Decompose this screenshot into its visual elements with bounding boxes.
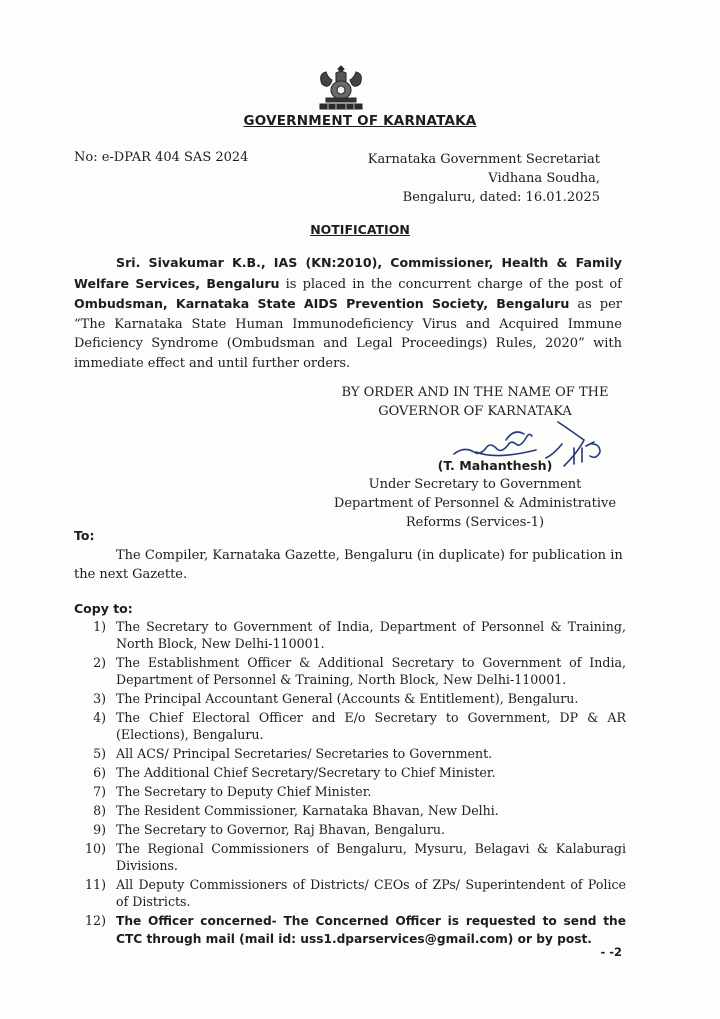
list-item <box>74 618 626 652</box>
list-item <box>74 802 626 819</box>
notification-title: NOTIFICATION <box>310 222 410 237</box>
list-number: 5) <box>93 746 106 761</box>
list-item <box>74 764 626 781</box>
office-address <box>368 150 600 207</box>
list-text: All ACS/ Principal Secretaries/ Secretaries to Government. <box>116 746 493 761</box>
list-item <box>74 876 626 910</box>
list-number: 4) <box>93 710 106 725</box>
list-item <box>74 840 626 874</box>
list-item <box>74 745 626 762</box>
page-continuation: - -2 <box>600 945 622 959</box>
to-label: To: <box>74 528 95 543</box>
list-text: The Chief Electoral Officer and E/o Secretary to Government, DP & AR (Elections), Bengaluru. <box>116 710 626 742</box>
body-text: is placed in the concurrent charge of the post of <box>279 276 622 292</box>
list-number: 12) <box>85 913 106 928</box>
list-item <box>74 783 626 800</box>
list-number: 7) <box>93 784 106 799</box>
reference-number: No: e-DPAR 404 SAS 2024 <box>74 150 249 165</box>
copy-to-list <box>74 618 626 950</box>
order-line: GOVERNOR OF KARNATAKA <box>378 404 572 419</box>
government-title: GOVERNMENT OF KARNATAKA <box>243 113 477 129</box>
to-recipient <box>74 546 626 584</box>
order-authority <box>330 383 620 421</box>
address-line: Karnataka Government Secretariat <box>367 152 600 167</box>
list-number: 8) <box>93 803 106 818</box>
list-item <box>74 821 626 838</box>
signatory-department: Department of Personnel & Administrative <box>333 496 617 511</box>
copy-to-label: Copy to: <box>74 601 133 616</box>
list-number: 10) <box>85 841 106 856</box>
list-text: The Secretary to Governor, Raj Bhavan, Bengaluru. <box>116 822 445 837</box>
signatory-name: (T. Mahanthesh) <box>437 458 553 473</box>
list-number: 2) <box>93 655 106 670</box>
body-text: as per “The Karnataka State Human Immunodeficiency Virus and Acquired Immune Deficiency Syndrome (Ombudsman and Legal Proceedings) Rules, 2020” with immediate effect and until further orders. <box>74 297 622 371</box>
order-line: BY ORDER AND IN THE NAME OF THE <box>341 385 609 400</box>
list-text: The Resident Commissioner, Karnataka Bhavan, New Delhi. <box>116 803 499 818</box>
post-details: Ombudsman, Karnataka State AIDS Prevention Society, Bengaluru <box>74 296 570 312</box>
officer-details: Sri. Sivakumar K.B., IAS (KN:2010), Commissioner, Health & Family Welfare Services, Bengaluru <box>74 255 622 291</box>
to-recipient-text: The Compiler, Karnataka Gazette, Bengaluru (in duplicate) for publication in the next Gazette. <box>74 548 623 582</box>
list-text: The Regional Commissioners of Bengaluru, Mysuru, Belagavi & Kalaburagi Divisions. <box>116 841 626 873</box>
list-text: The Establishment Officer & Additional Secretary to Government of India, Department of Personnel & Training, North Block, New Delhi-110001. <box>116 655 626 687</box>
list-text: All Deputy Commissioners of Districts/ CEOs of ZPs/ Superintendent of Police of Districts. <box>116 877 626 909</box>
list-text: The Officer concerned- The Concerned Officer is requested to send the CTC through mail (mail id: uss1.dparservices@gmail.com) or by post. <box>116 914 626 946</box>
list-number: 1) <box>93 619 106 634</box>
signatory-designation: Under Secretary to Government <box>368 477 582 492</box>
list-text: The Secretary to Deputy Chief Minister. <box>116 784 372 799</box>
list-number: 11) <box>85 877 106 892</box>
list-text: The Principal Accountant General (Accounts & Entitlement), Bengaluru. <box>116 691 579 706</box>
list-text: The Additional Chief Secretary/Secretary to Chief Minister. <box>116 765 496 780</box>
list-number: 6) <box>93 765 106 780</box>
signatory-section: Reforms (Services-1) <box>405 515 545 530</box>
address-date-line: Bengaluru, dated: 16.01.2025 <box>402 190 600 205</box>
list-number: 9) <box>93 822 106 837</box>
list-item <box>74 709 626 743</box>
address-line: Vidhana Soudha, <box>488 171 600 186</box>
list-text: The Secretary to Government of India, Department of Personnel & Training, North Block, New Delhi-110001. <box>116 619 626 651</box>
signature-date-note: 16/1/25 <box>574 462 578 463</box>
list-item <box>74 912 626 948</box>
list-item <box>74 654 626 688</box>
signatory-block <box>320 456 630 532</box>
list-number: 3) <box>93 691 106 706</box>
list-item <box>74 690 626 707</box>
notification-body <box>74 253 622 374</box>
state-emblem-icon <box>314 64 368 112</box>
